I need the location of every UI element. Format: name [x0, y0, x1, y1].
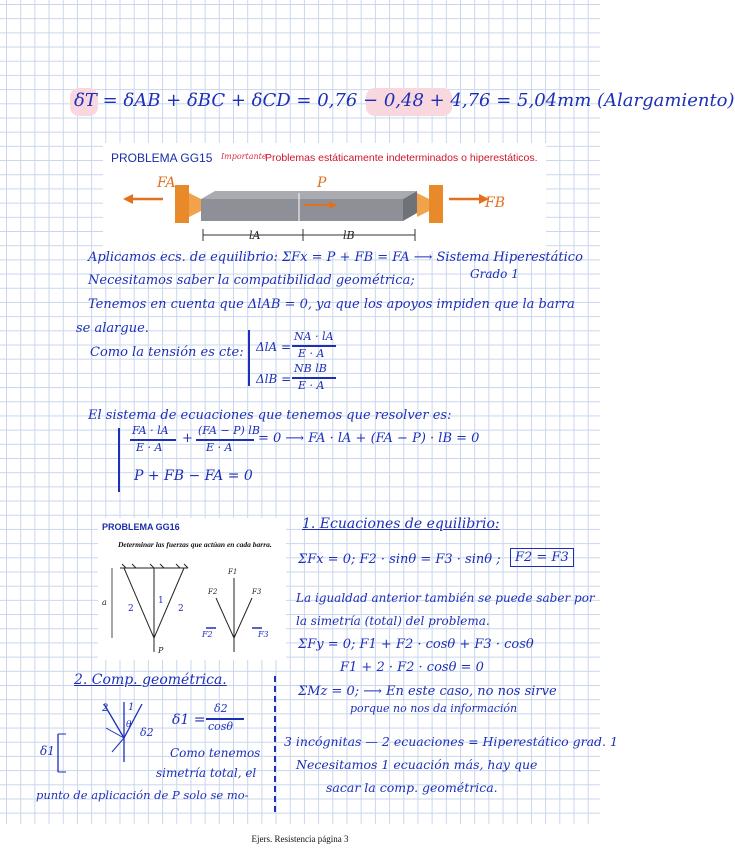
- eq-sum-mz-note: porque no nos da información: [350, 702, 518, 715]
- note-line5: Como la tensión es cte:: [90, 345, 244, 360]
- note-line6: El sistema de ecuaciones que tenemos que resolver es:: [88, 408, 452, 423]
- load-p: P: [158, 646, 164, 655]
- compat-num: δ2: [214, 702, 228, 715]
- sys1-plus: +: [182, 431, 193, 446]
- sys2: P + FB − FA = 0: [134, 468, 253, 484]
- unknowns-text: 3 incógnitas — 2 ecuaciones = Hiperestático grad. 1: [284, 734, 618, 749]
- brace: [118, 428, 120, 492]
- eq-a-num: NA · lA: [294, 330, 334, 343]
- eq-sum-fx: ΣFx = 0; F2 · sinθ = F3 · sinθ ;: [298, 552, 501, 567]
- top-equation-note: (Alargamiento): [597, 90, 735, 111]
- compat-text2: simetría total, el: [156, 766, 257, 780]
- compat-den: cosθ: [208, 720, 234, 733]
- eq-b-num: NB lB: [294, 362, 327, 375]
- gg15-subtitle: Problemas estáticamente indeterminados o hiperestáticos.: [265, 152, 538, 164]
- label-lb: lB: [343, 229, 355, 242]
- equilibrium-heading: 1. Ecuaciones de equilibrio:: [302, 516, 500, 532]
- brace: [248, 330, 250, 386]
- geometric-text: sacar la comp. geométrica.: [326, 780, 498, 795]
- force-f3-hw: F3: [258, 630, 269, 639]
- eq-f1: F1 + 2 · F2 · cosθ = 0: [340, 660, 484, 675]
- force-f3: F3: [252, 588, 262, 596]
- need-equation-text: Necesitamos 1 ecuación más, hay que: [296, 757, 538, 772]
- displacement-sketch: [44, 698, 154, 778]
- bar-label-2: 2: [128, 604, 134, 614]
- sys1-d2: E · A: [206, 441, 233, 454]
- compat-d1: δ1 =: [172, 712, 206, 728]
- sketch-1: 1: [128, 702, 135, 713]
- label-la: lA: [249, 229, 261, 242]
- sys1-rhs: = 0 ⟶ FA · lA + (FA − P) · lB = 0: [258, 431, 480, 446]
- sketch-d1: δ1: [40, 744, 55, 758]
- sketch-2: 2: [102, 703, 109, 714]
- note-line1b: Grado 1: [470, 267, 519, 281]
- force-f2: F2: [208, 588, 218, 596]
- label-p: P: [317, 175, 327, 191]
- force-f2-hw: F2: [202, 630, 213, 639]
- sys1-n2: (FA − P) lB: [198, 424, 260, 437]
- gg15-title: PROBLEMA GG15: [111, 151, 213, 165]
- symmetry-text2: la simetría (total) del problema.: [296, 614, 490, 628]
- label-fa: FA: [157, 175, 176, 191]
- top-equation-result: 5,04mm: [517, 90, 592, 111]
- eq-b-den: E · A: [298, 379, 325, 392]
- note-line1: Aplicamos ecs. de equilibrio: ΣFx = P + FB = FA ⟶ Sistema Hiperestático: [88, 250, 583, 265]
- top-equation-lhs: δT = δAB + δBC + δCD = 0,76 − 0,48 + 4,76 =: [74, 90, 512, 111]
- boxed-result: F2 = F3: [510, 548, 574, 567]
- gg16-title: PROBLEMA GG16: [102, 522, 180, 532]
- sys1-d1: E · A: [136, 441, 163, 454]
- eq-a-den: E · A: [298, 347, 325, 360]
- note-line2: Necesitamos saber la compatibilidad geométrica;: [88, 273, 415, 288]
- eq-a-lhs: ΔlA =: [256, 340, 292, 354]
- label-fb: FB: [485, 195, 506, 211]
- bar-diagram: [103, 143, 546, 251]
- dim-a: a: [102, 598, 107, 607]
- eq-sum-mz: ΣMz = 0; ⟶ En este caso, no nos sirve: [298, 684, 557, 699]
- eq-b-lhs: ΔlB =: [256, 372, 292, 386]
- note-line4: se alargue.: [76, 321, 149, 336]
- symmetry-text1: La igualdad anterior también se puede saber por: [296, 591, 595, 605]
- column-divider: [274, 676, 276, 812]
- important-note: Importante: [221, 152, 267, 161]
- eq-sum-fy: ΣFy = 0; F1 + F2 · cosθ + F3 · cosθ: [298, 637, 534, 652]
- compat-text3: punto de aplicación de P solo se mo-: [36, 788, 249, 802]
- gg16-subtitle: Determinar las fuerzas que actúan en cada barra.: [118, 540, 272, 549]
- sketch-d2: δ2: [140, 726, 154, 739]
- bar-label-3: 2: [178, 604, 184, 614]
- compat-text1: Como tenemos: [170, 746, 261, 760]
- gg16-figure: [98, 518, 286, 660]
- note-line3: Tenemos en cuenta que ΔlAB = 0, ya que los apoyos impiden que la barra: [88, 297, 575, 312]
- top-equation: [74, 90, 735, 111]
- page-footer: Ejers. Resistencia página 3: [251, 834, 349, 844]
- sys1-n1: FA · lA: [132, 424, 169, 437]
- gg15-figure: [103, 143, 546, 251]
- sketch-theta: θ: [126, 720, 132, 730]
- bar-label-1: 1: [158, 596, 164, 606]
- compat-heading: 2. Comp. geométrica.: [74, 672, 227, 688]
- force-f1: F1: [228, 568, 238, 576]
